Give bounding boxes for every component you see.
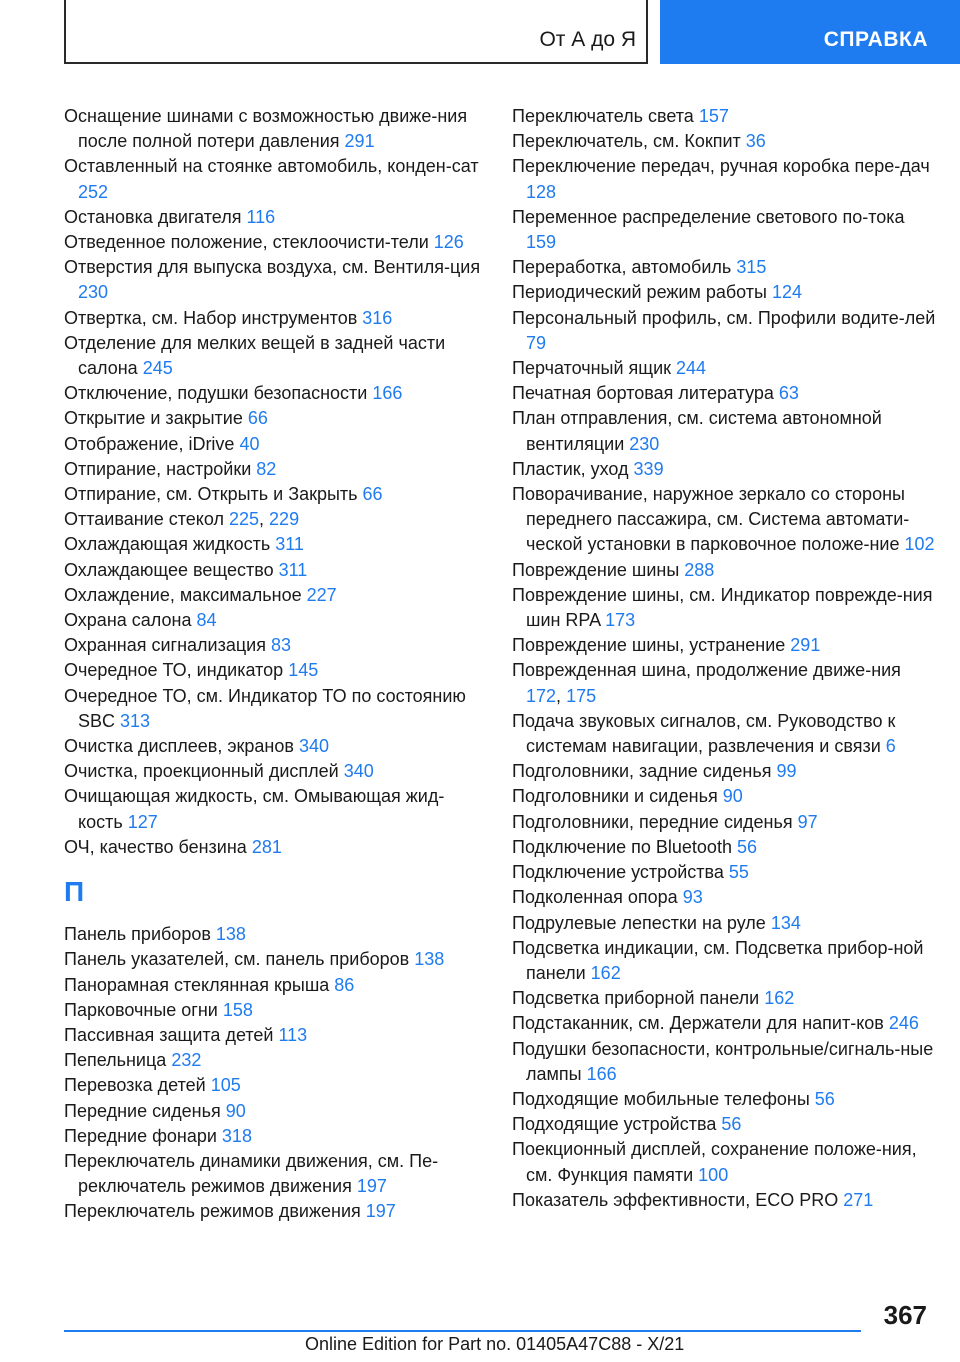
index-entry-term: Персональный профиль, см. Профили водите-лей <box>512 307 936 328</box>
index-entry <box>512 835 937 860</box>
page-link[interactable]: 313 <box>120 710 151 731</box>
page-link[interactable]: 56 <box>721 1114 742 1135</box>
page-link[interactable]: 315 <box>736 257 767 278</box>
page-link[interactable]: 244 <box>676 358 707 379</box>
page-link[interactable]: 66 <box>247 408 268 429</box>
index-entry: Поврежденная шина, продолжение движе-ния 172, 175 <box>512 660 901 706</box>
index-entry-term: Остановка двигателя <box>64 206 247 227</box>
index-entry <box>64 457 484 482</box>
index-entry-term: Подушки безопасности, контрольные/сигналь-ные лампы <box>512 1038 934 1084</box>
index-entries-p <box>64 922 484 1224</box>
page-link[interactable]: 102 <box>904 534 935 555</box>
index-entry-term: Панель приборов <box>64 924 216 945</box>
index-entry <box>512 280 937 305</box>
page-link[interactable]: 82 <box>256 458 277 479</box>
index-entry <box>64 205 484 230</box>
page-link[interactable]: 291 <box>344 131 375 152</box>
index-entry <box>512 482 937 558</box>
page-link[interactable]: 84 <box>196 610 217 631</box>
index-entry <box>512 860 937 885</box>
page-link[interactable]: 252 <box>78 181 109 202</box>
page-link[interactable]: 40 <box>239 433 260 454</box>
page-link[interactable]: 134 <box>770 912 801 933</box>
index-entry-term: Охранная сигнализация <box>64 635 271 656</box>
index-entry <box>64 154 484 204</box>
index-entry <box>64 532 484 557</box>
page-link[interactable]: 159 <box>526 232 557 253</box>
index-entry-term: Открытие и закрытие <box>64 408 248 429</box>
section-letter: П <box>64 876 85 908</box>
index-entry-term: Подключение устройства <box>512 862 729 883</box>
index-entry-term: Отпирание, настройки <box>64 458 257 479</box>
index-entries-o <box>64 104 484 860</box>
index-entry-term: Переключатель света <box>512 106 699 126</box>
page-link[interactable]: 311 <box>278 559 308 580</box>
page-link[interactable]: 138 <box>215 924 246 945</box>
index-entry <box>64 658 484 683</box>
index-entry <box>64 608 484 633</box>
index-entry <box>512 759 937 784</box>
page-link[interactable]: 339 <box>633 458 664 479</box>
index-column-right <box>512 104 937 1213</box>
index-entry-term: ОЧ, качество бензина <box>64 836 252 857</box>
page-link[interactable]: 93 <box>682 887 703 908</box>
page-link[interactable]: 318 <box>221 1125 252 1146</box>
index-entry <box>512 986 937 1011</box>
page-link[interactable]: 229 <box>269 509 300 530</box>
index-entry-term: Охрана салона <box>64 610 197 631</box>
page-link[interactable]: 6 <box>885 736 896 757</box>
index-entry <box>512 1037 937 1087</box>
footer-rule <box>64 1330 861 1332</box>
index-entry <box>64 1149 484 1199</box>
footer-edition: Online Edition for Part no. 01405A47C88 - X/21 <box>305 1334 685 1354</box>
index-entry-term: Пепельница <box>64 1050 172 1071</box>
page-number: 367 <box>883 1300 927 1330</box>
index-entry <box>64 973 484 998</box>
index-entry <box>64 306 484 331</box>
header-chapter-tab <box>660 0 960 64</box>
page-link[interactable]: 90 <box>722 786 743 807</box>
index-entry-term: Отображение, iDrive <box>64 433 240 454</box>
index-entry <box>512 129 937 154</box>
index-entry-term: Печатная бортовая литература <box>512 383 779 404</box>
index-entry <box>64 784 484 834</box>
page-link[interactable]: 113 <box>278 1024 308 1045</box>
header-left-tab <box>64 0 648 64</box>
index-entry <box>64 482 484 507</box>
page-link[interactable]: 86 <box>334 974 355 995</box>
index-entry <box>512 784 937 809</box>
page-link[interactable]: 271 <box>843 1189 874 1210</box>
page-link[interactable]: 56 <box>736 836 757 857</box>
page-link[interactable]: 158 <box>222 999 253 1020</box>
index-entry-term: Очередное ТО, см. Индикатор ТО по состоянию SBC <box>64 685 466 731</box>
page-link[interactable]: 311 <box>275 534 304 555</box>
index-entry-term: Поекционный дисплей, сохранение положе-ния, см. Функция памяти <box>512 1139 917 1185</box>
page-link[interactable]: 66 <box>362 484 383 505</box>
index-entry-term: Подголовники, задние сиденья <box>512 761 777 782</box>
index-entry <box>64 1099 484 1124</box>
index-entry-term: Панель указателей, см. панель приборов <box>64 949 415 970</box>
index-entry <box>64 684 484 734</box>
index-entry-term: Отделение для мелких вещей в задней части салона <box>64 332 446 379</box>
index-entry-term: Очищающая жидкость, см. Омывающая жид-кость <box>64 786 445 832</box>
index-entry-term: Отключение, подушки безопасности <box>64 383 373 404</box>
page-link[interactable]: 166 <box>586 1063 617 1084</box>
index-entry <box>64 104 484 154</box>
index-entry <box>64 1124 484 1149</box>
page-link[interactable]: 36 <box>745 131 766 152</box>
index-entry <box>64 230 484 255</box>
index-entry <box>512 911 937 936</box>
page-link[interactable]: 97 <box>797 811 818 832</box>
index-entry-term: Подсветка индикации, см. Подсветка прибор-ной панели <box>512 937 924 983</box>
index-entry <box>512 1112 937 1137</box>
index-entry <box>512 583 937 633</box>
index-entry-term: Очистка дисплеев, экранов <box>64 736 299 757</box>
index-entry <box>64 734 484 759</box>
header-chapter-title: СПРАВКА <box>823 28 928 51</box>
index-entry-term: Подголовники, передние сиденья <box>512 811 798 832</box>
page-link[interactable]: 162 <box>764 988 795 1009</box>
index-entry <box>512 810 937 835</box>
index-entry <box>64 255 484 305</box>
page-link[interactable]: 340 <box>298 736 329 757</box>
index-entry <box>512 1188 937 1213</box>
index-entry <box>512 709 937 759</box>
page-link[interactable]: 127 <box>127 811 158 832</box>
index-entry-term: Панорамная стеклянная крыша <box>64 974 335 995</box>
index-entry <box>64 331 484 381</box>
index-entry-term: Переключение передач, ручная коробка пере-дач <box>512 156 930 177</box>
page-link[interactable]: 79 <box>526 332 547 353</box>
page-link[interactable]: 55 <box>728 862 749 883</box>
page-link[interactable]: 145 <box>288 660 319 681</box>
index-entry-term: Переработка, автомобиль <box>512 257 737 278</box>
index-entry-term: Подходящие мобильные телефоны <box>512 1088 815 1109</box>
header-section-title: От А до Я <box>539 28 636 51</box>
page-link[interactable]: 90 <box>225 1100 246 1121</box>
page-link[interactable]: 288 <box>684 559 715 580</box>
page-link[interactable]: 99 <box>776 761 797 782</box>
index-entry-term: Переключатель, см. Кокпит <box>512 131 746 152</box>
page-link[interactable]: 232 <box>171 1050 202 1071</box>
index-entry-term: Подсветка приборной панели <box>512 988 765 1009</box>
index-entry <box>64 583 484 608</box>
index-entry-term: Отверстия для выпуска воздуха, см. Вентиля-ция <box>64 257 481 278</box>
page-link[interactable]: 128 <box>526 181 557 202</box>
index-entry-term: Подголовники и сиденья <box>512 786 723 807</box>
index-entry <box>64 1073 484 1098</box>
index-entry <box>512 1137 937 1187</box>
index-entry-term: Оснащение шинами с возможностью движе-ния после полной потери давления <box>64 106 468 152</box>
page-link[interactable]: 316 <box>362 307 393 328</box>
index-entry-term: Подходящие устройства <box>512 1114 722 1135</box>
page-link[interactable]: 105 <box>210 1075 241 1096</box>
index-entry-term: Переключатель режимов движения <box>64 1201 366 1222</box>
page-link[interactable]: 124 <box>771 282 803 303</box>
index-entry-term: Перевозка детей <box>64 1075 211 1096</box>
page-link[interactable]: 175 <box>566 685 597 706</box>
index-entry-term: Периодический режим работы <box>512 282 772 303</box>
index-entry-term: Отпирание, см. Открыть и Закрыть <box>64 484 363 505</box>
index-entry <box>512 1087 937 1112</box>
index-entry-term: Пассивная защита детей <box>64 1024 279 1045</box>
index-entry <box>512 406 937 456</box>
page-link[interactable]: 162 <box>590 962 621 983</box>
index-entry-term: Подрулевые лепестки на руле <box>512 912 771 933</box>
page-link[interactable]: 166 <box>372 383 403 404</box>
index-entry <box>512 356 937 381</box>
index-entry-term: Переменное распределение светового по-тока <box>512 206 905 227</box>
index-entry <box>512 306 937 356</box>
index-entry <box>64 947 484 972</box>
index-entry-term: Перчаточный ящик <box>512 358 677 379</box>
index-entry-term: Оттаивание стекол <box>64 509 229 530</box>
index-entry <box>512 633 937 658</box>
page-link[interactable]: 197 <box>365 1201 396 1222</box>
index-entry-term: Переключатель динамики движения, см. Пе-реключатель режимов движения <box>64 1150 439 1197</box>
index-entry <box>64 381 484 406</box>
index-entry <box>64 406 484 431</box>
index-entry <box>64 835 484 860</box>
index-entry-term: Охлаждающее вещество <box>64 559 279 580</box>
index-column-left <box>64 104 484 1225</box>
index-entry-term: Охлаждающая жидкость <box>64 534 276 555</box>
page-link[interactable]: 100 <box>698 1164 729 1185</box>
index-entry <box>64 432 484 457</box>
page-link[interactable]: 340 <box>343 761 374 782</box>
index-entry <box>512 154 937 204</box>
index-entry <box>64 558 484 583</box>
index-entry <box>64 759 484 784</box>
index-entry-term: Поворачивание, наружное зеркало со стороны переднего пассажира, см. Система автомати-ческой установки в парковочное положе-ние <box>512 484 910 555</box>
index-entry-term: Отведенное положение, стеклоочисти-тели <box>64 232 434 253</box>
index-entry-term: Повреждение шины <box>512 559 685 580</box>
index-entry-term: Повреждение шины, устранение <box>512 635 791 656</box>
index-entry <box>64 1048 484 1073</box>
index-entries-p-continued <box>512 104 937 1213</box>
index-entry-term: Отвертка, см. Набор инструментов <box>64 307 363 328</box>
page-link[interactable]: 227 <box>306 584 337 605</box>
page-link[interactable]: 83 <box>270 635 291 656</box>
index-entry <box>512 205 937 255</box>
index-entry <box>64 998 484 1023</box>
index-entry <box>64 633 484 658</box>
index-entry-term: Повреждение шины, см. Индикатор поврежде-ния шин RPA <box>512 584 933 631</box>
index-entry-term: План отправления, см. система автономной вентиляции <box>512 408 882 454</box>
index-entry-term: Подстаканник, см. Держатели для напит-ков <box>512 1013 889 1034</box>
page-link[interactable]: 230 <box>629 433 660 454</box>
index-entry-term: Передние сиденья <box>64 1100 226 1121</box>
index-entry-term: Очистка, проекционный дисплей <box>64 761 344 782</box>
index-entry <box>512 381 937 406</box>
index-entry-term: Парковочные огни <box>64 999 223 1020</box>
page-link[interactable]: 172 <box>526 685 557 706</box>
page-link[interactable]: 291 <box>790 635 821 656</box>
page-link[interactable]: 225 <box>228 509 260 530</box>
page-link[interactable]: 63 <box>778 383 799 404</box>
index-entry <box>512 936 937 986</box>
index-entry: Оттаивание стекол 225, 229 <box>64 509 300 530</box>
page-link[interactable]: 56 <box>814 1088 835 1109</box>
page-link[interactable]: 116 <box>246 206 276 227</box>
page-link[interactable]: 197 <box>356 1176 387 1197</box>
index-entry-term: Охлаждение, максимальное <box>64 584 307 605</box>
index-entry <box>64 1199 484 1224</box>
index-entry-term: Поврежденная шина, продолжение движе-ния <box>512 660 901 681</box>
index-entry <box>512 457 937 482</box>
page-link[interactable]: 126 <box>433 232 464 253</box>
index-entry-term: Очередное ТО, индикатор <box>64 660 289 681</box>
page-link[interactable]: 246 <box>888 1013 919 1034</box>
index-entry-term: Передние фонари <box>64 1125 222 1146</box>
index-entry <box>64 1023 484 1048</box>
page-link[interactable]: 245 <box>142 358 173 379</box>
page-link[interactable]: 281 <box>251 836 282 857</box>
index-entry <box>64 922 484 947</box>
index-entry-term: Оставленный на стоянке автомобиль, конден-сат <box>64 156 479 177</box>
index-entry-term: Пластик, уход <box>512 458 634 479</box>
index-entry <box>512 1011 937 1036</box>
index-entry-term: Подключение по Bluetooth <box>512 836 737 857</box>
index-entry <box>512 255 937 280</box>
index-entry <box>512 885 937 910</box>
page-link[interactable]: 138 <box>414 949 445 970</box>
page-link[interactable]: 173 <box>605 610 636 631</box>
index-entry-term: Показатель эффективности, ECO PRO <box>512 1189 844 1210</box>
index-entry <box>512 104 937 129</box>
index-entry-term: Подача звуковых сигналов, см. Руководство к системам навигации, развлечения и связи <box>512 710 896 757</box>
page-link[interactable]: 157 <box>698 106 729 126</box>
index-entry-term: Подколенная опора <box>512 887 683 908</box>
index-entry <box>512 558 937 583</box>
page-link[interactable]: 230 <box>78 282 109 303</box>
